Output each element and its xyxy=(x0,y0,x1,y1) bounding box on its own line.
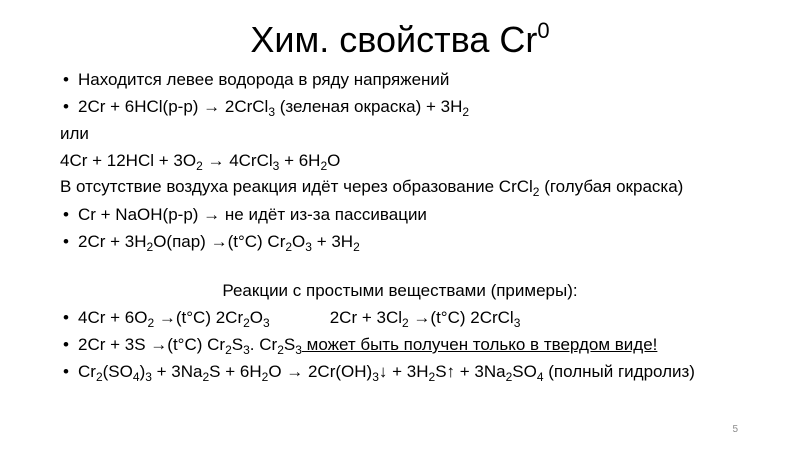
text: S + 6H xyxy=(209,362,262,381)
text: + 3H xyxy=(311,232,354,251)
equation-line-hcl-o2 xyxy=(60,147,740,174)
text: Находится левее водорода в ряду напряжений xyxy=(78,70,450,89)
subscript: 2 xyxy=(147,316,155,330)
subscript: 3 xyxy=(243,343,250,357)
text: В отсутствие воздуха реакция идёт через образование CrCl xyxy=(60,177,533,196)
text: (SO xyxy=(102,362,133,381)
subscript: 2 xyxy=(196,159,203,173)
text-line-crcl2 xyxy=(60,174,740,201)
text: O → 2Cr(OH) xyxy=(268,362,373,381)
text: 4Cr + 6O xyxy=(78,308,148,327)
text: S xyxy=(231,335,244,354)
subscript: 3 xyxy=(263,316,270,330)
text: →(t°C) 2Cr xyxy=(154,308,244,327)
spacer xyxy=(60,255,740,277)
text: (полный гидролиз) xyxy=(543,362,695,381)
subscript: 2 xyxy=(462,105,470,119)
text: ↓ + 3H xyxy=(378,362,429,381)
subscript: 2 xyxy=(428,370,436,384)
subscript: 2 xyxy=(532,185,540,199)
subscript: 2 xyxy=(202,370,210,384)
text: Cr xyxy=(78,362,96,381)
bullet-line-oxygen-chlorine xyxy=(60,304,740,331)
slide-title xyxy=(0,18,800,62)
text: Cr + NaOH(р-р) → не идёт из-за пассивации xyxy=(78,205,427,224)
text: Реакции с простыми веществами (примеры): xyxy=(222,281,578,300)
bullet-line-steam xyxy=(60,228,740,255)
text: S xyxy=(283,335,296,354)
subscript: 2 xyxy=(402,316,409,330)
subscript: 2 xyxy=(243,316,250,330)
text: S↑ + 3Na xyxy=(435,362,506,381)
text: → 4CrCl xyxy=(202,151,273,170)
subscript: 3 xyxy=(272,159,280,173)
text: 2Cr + 3S →(t°C) Cr xyxy=(78,335,226,354)
text: ) xyxy=(139,362,146,381)
subscript: 2 xyxy=(505,370,513,384)
text: 2Cr + 6HCl(р-р) → 2CrCl xyxy=(78,97,269,116)
text: 2Cr + 3Cl xyxy=(329,308,402,327)
bullet-line-sulfur xyxy=(60,331,740,358)
subscript: 3 xyxy=(145,370,152,384)
text: O xyxy=(327,151,341,170)
text: O xyxy=(292,232,306,251)
text: →(t°C) 2CrCl xyxy=(408,308,514,327)
text: или xyxy=(60,124,89,143)
subscript: 2 xyxy=(353,240,360,254)
subscript: 4 xyxy=(132,370,140,384)
bullet-line-2 xyxy=(60,93,740,120)
text: O xyxy=(249,308,264,327)
text: 2Cr + 3H xyxy=(78,232,147,251)
subscript: 2 xyxy=(146,240,154,254)
section-heading xyxy=(60,277,740,304)
subscript: 4 xyxy=(536,370,544,384)
subscript: 3 xyxy=(268,105,276,119)
subscript: 2 xyxy=(225,343,232,357)
bullet-line-naoh xyxy=(60,201,740,228)
text: SO xyxy=(512,362,537,381)
text: + 6H xyxy=(279,151,321,170)
underlined-text: может быть получен только в твердом виде! xyxy=(301,335,658,354)
subscript: 3 xyxy=(305,240,312,254)
text: (зеленая окраска) + 3H xyxy=(275,97,463,116)
subscript: 2 xyxy=(320,159,328,173)
bullet-line-hydrolysis xyxy=(60,358,740,385)
subscript: 3 xyxy=(295,343,302,357)
text: (голубая окраска) xyxy=(539,177,684,196)
page-number: 5 xyxy=(732,424,738,435)
subscript: 2 xyxy=(277,343,284,357)
text: . Cr xyxy=(249,335,278,354)
text: 4Cr + 12HCl + 3O xyxy=(60,151,197,170)
title-superscript: 0 xyxy=(537,18,550,43)
subscript: 3 xyxy=(372,370,379,384)
text: + 3Na xyxy=(151,362,203,381)
subscript: 2 xyxy=(285,240,293,254)
text-line-or xyxy=(60,120,740,147)
subscript: 3 xyxy=(513,316,521,330)
text: O(пар) →(t°C) Cr xyxy=(153,232,286,251)
slide-content xyxy=(60,66,740,385)
subscript: 2 xyxy=(261,370,269,384)
subscript: 2 xyxy=(95,370,103,384)
title-text: Хим. свойства Cr xyxy=(250,19,538,60)
bullet-line-1 xyxy=(60,66,740,93)
